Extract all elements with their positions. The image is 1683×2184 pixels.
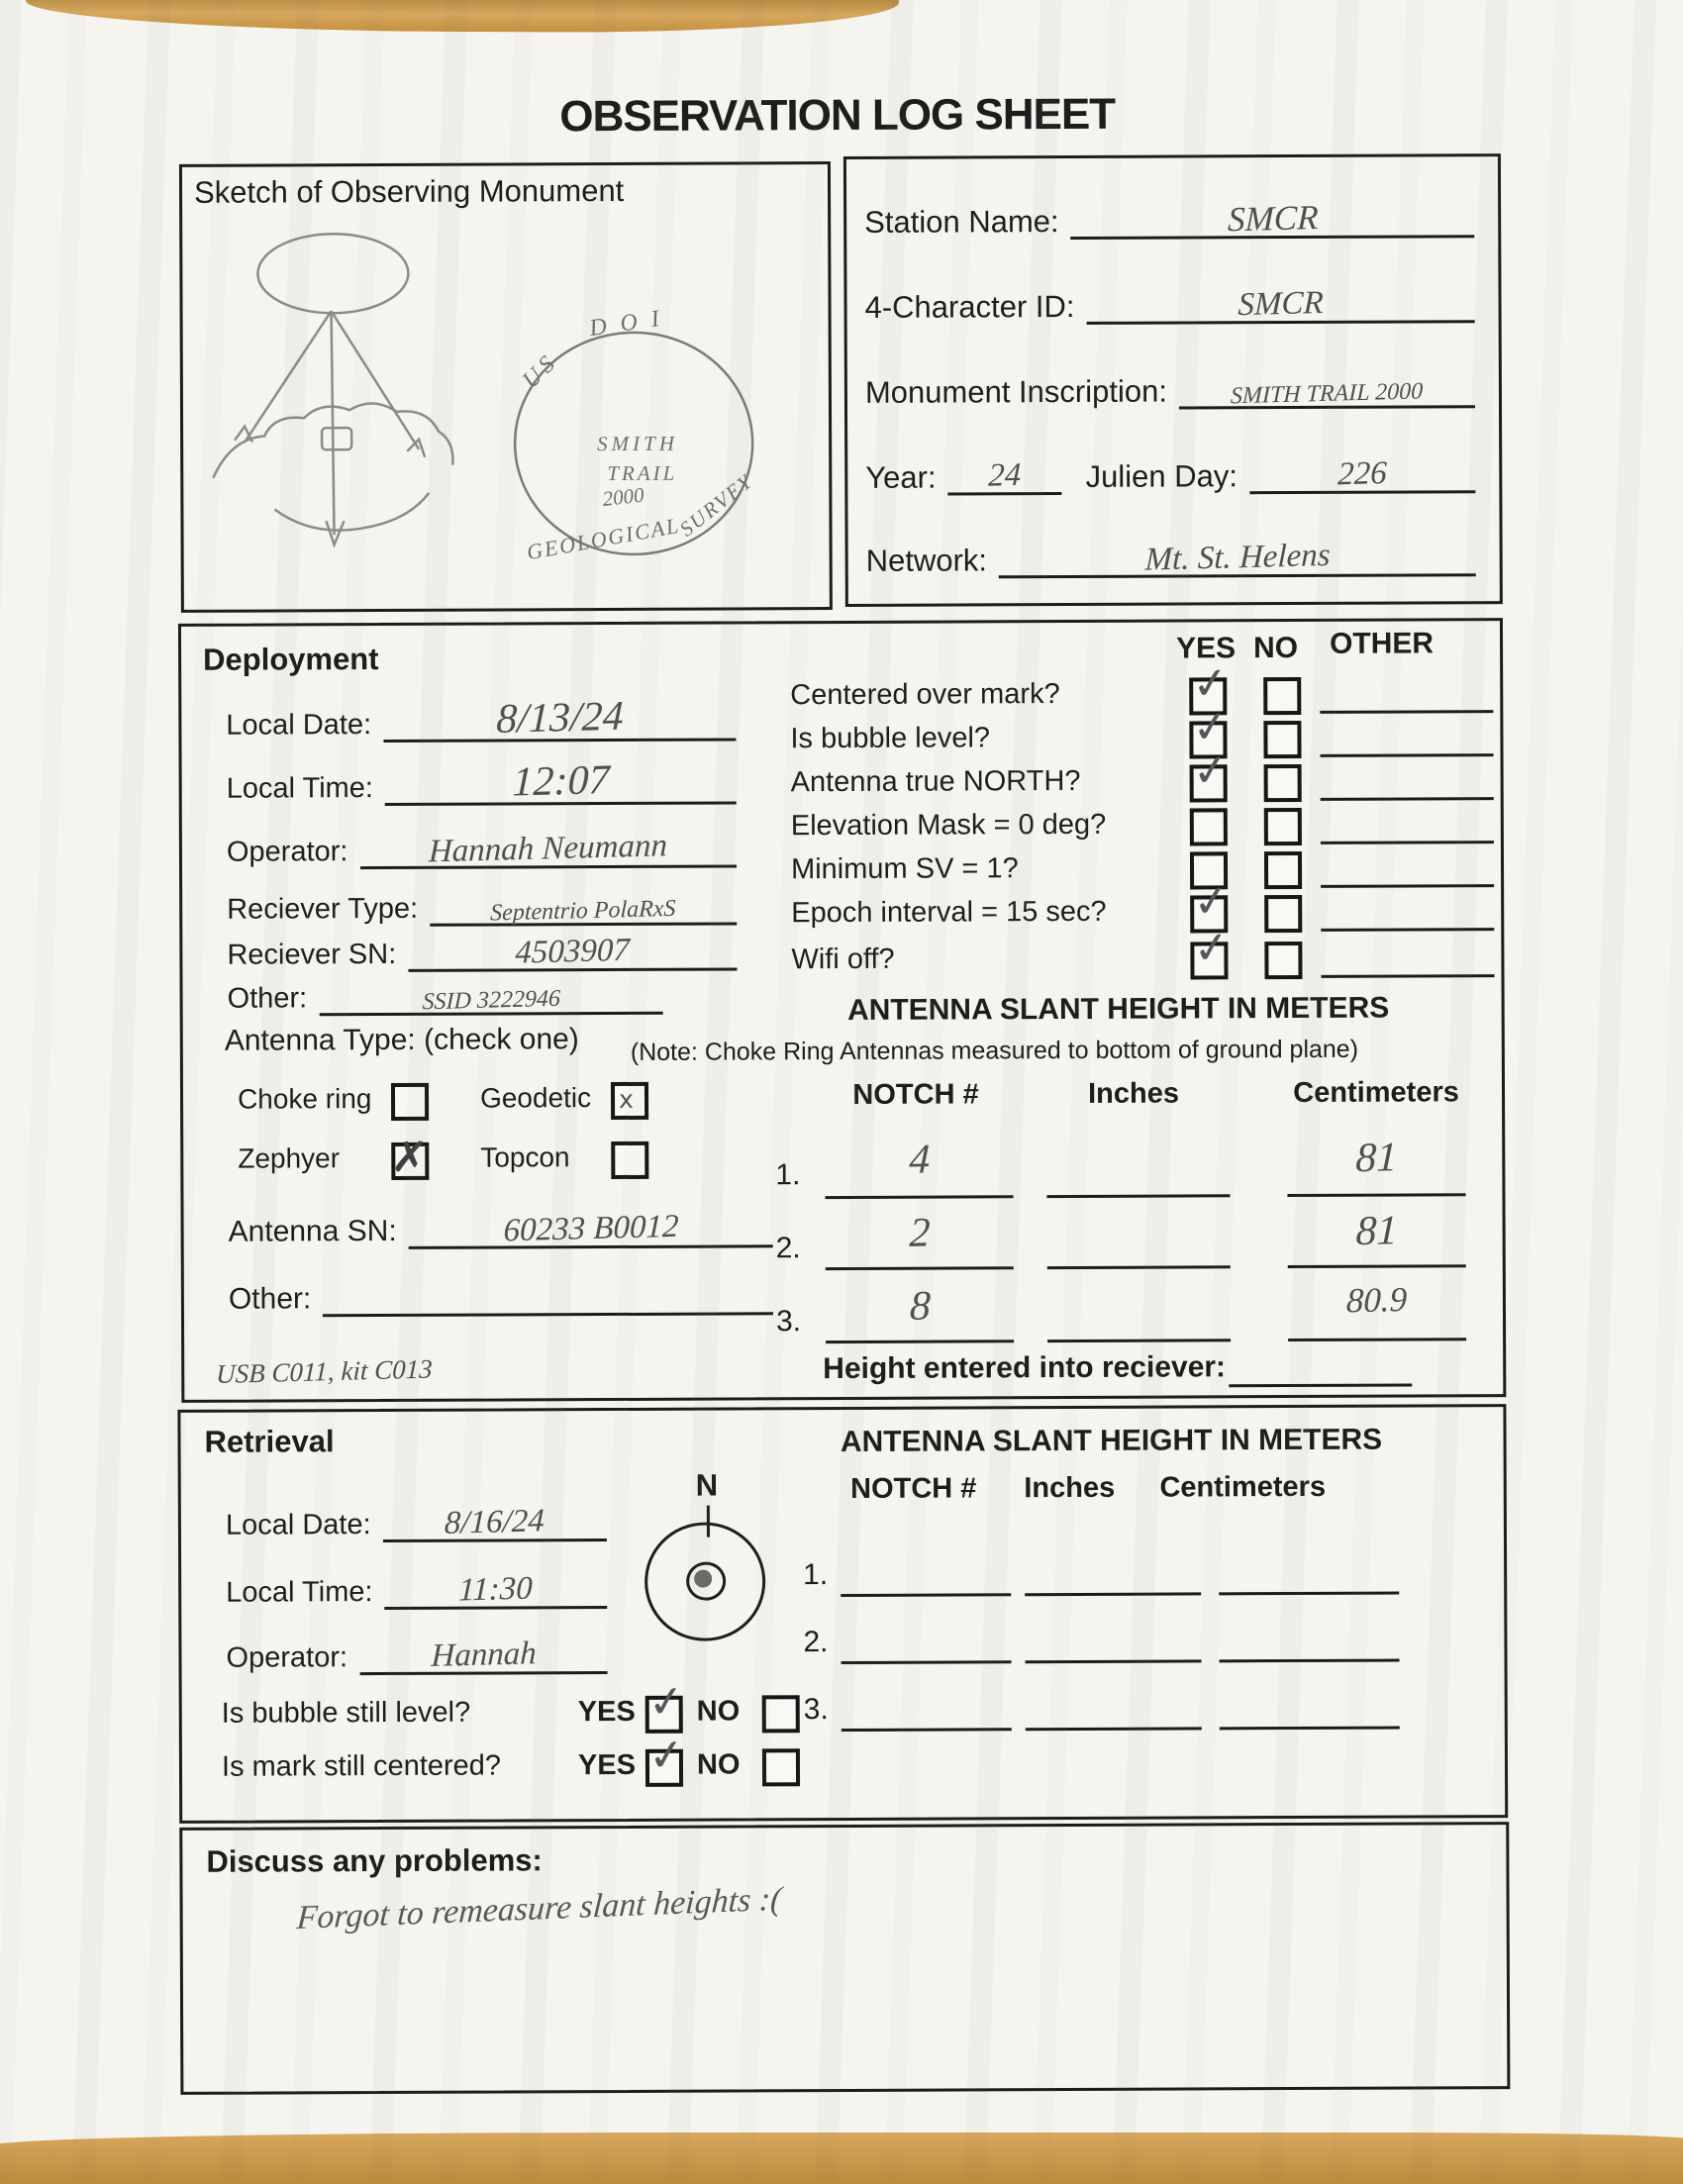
q-north-yes-checkbox: [1189, 744, 1233, 802]
topcon-checkbox: [611, 1142, 648, 1179]
retr-mark-question-row: [182, 1728, 836, 1793]
retr-mark-label: Is mark still centered?: [221, 1749, 502, 1783]
retr-local-time-line: [384, 1570, 607, 1610]
deploy-row3-num: 3.: [775, 1305, 802, 1339]
q-epoch-other-line: [1321, 928, 1494, 932]
deploy-row1-notch-value: 4: [908, 1137, 931, 1183]
retr-local-date-value: 8/16/24: [444, 1503, 545, 1541]
q-elevation-label: Elevation Mask = 0 deg?: [790, 808, 1107, 843]
retr-col-inches: Inches: [1024, 1471, 1116, 1505]
deploy-other-value: SSID 3222946: [421, 985, 560, 1016]
network-value: Mt. St. Helens: [1143, 537, 1331, 578]
deploy-row2-notch-value: 2: [908, 1210, 931, 1256]
zephyer-mark: ✗: [389, 1131, 430, 1185]
q-centered-other-line: [1320, 710, 1493, 714]
geodetic-mark: x: [618, 1084, 634, 1114]
antenna-type-label: Antenna Type: (check one): [224, 1023, 579, 1057]
q-epoch-yes-mark: ✓: [1190, 874, 1233, 930]
q-centered-yes-mark: ✓: [1189, 656, 1232, 712]
q-bubble-other-line: [1321, 753, 1494, 757]
receiver-sn-value: 4503907: [515, 932, 631, 971]
deploy-row2-cm-value: 81: [1355, 1208, 1399, 1255]
q-elevation-no-checkbox: [1264, 808, 1302, 845]
q-wifi-label: Wifi off?: [791, 943, 895, 976]
antenna-sn-line: [409, 1208, 773, 1249]
deploy-col-inches: Inches: [1088, 1077, 1180, 1110]
page-title: OBSERVATION LOG SHEET: [559, 89, 1116, 142]
disk-text-doi: DOI: [587, 304, 675, 343]
retr-row2-num: 2.: [803, 1626, 829, 1659]
retr-bubble-yes-mark: ✓: [644, 1674, 688, 1730]
deploy-operator-label: Operator:: [226, 836, 348, 868]
station-name-value: SMCR: [1227, 197, 1319, 240]
char-id-label: 4-Character ID:: [864, 288, 1075, 325]
retrieval-title: Retrieval: [204, 1424, 335, 1459]
question-row-north: [182, 744, 1501, 813]
retr-bubble-no-checkbox: [762, 1695, 800, 1733]
year-julien-row: [865, 436, 1475, 496]
julien-day-label: Julien Day:: [1085, 458, 1238, 494]
geodetic-label: Geodetic: [479, 1082, 592, 1114]
antenna-option-row-1: [183, 1081, 876, 1124]
retr-operator-value: Hannah: [430, 1636, 537, 1674]
disk-text-survey: SURVEY: [674, 468, 758, 542]
retr-operator-row: [226, 1625, 607, 1676]
retr-col-cm: Centimeters: [1159, 1470, 1327, 1504]
deploy-other-label: Other:: [227, 982, 308, 1015]
q-elevation-other-line: [1321, 841, 1494, 844]
year-label: Year:: [865, 459, 937, 495]
q-epoch-no-checkbox: [1264, 895, 1302, 933]
antenna-option-row-2: [183, 1131, 876, 1185]
q-minsv-label: Minimum SV = 1?: [790, 852, 1019, 886]
deploy-row1-cm-value: 81: [1354, 1135, 1398, 1182]
retr-local-time-label: Local Time:: [226, 1576, 373, 1609]
antenna-sn-row: [228, 1200, 772, 1249]
retr-row3-num: 3.: [803, 1693, 829, 1727]
char-id-row: [864, 265, 1474, 326]
julien-day-value: 226: [1336, 455, 1388, 493]
retr-operator-line: [359, 1638, 608, 1675]
retr-bubble-label: Is bubble still level?: [221, 1696, 471, 1730]
retr-row2-notch-line: [841, 1615, 1011, 1664]
question-row-minsv: [182, 850, 1501, 900]
deploy-local-time-value: 12:07: [511, 756, 610, 806]
receiver-sn-label: Reciever SN:: [227, 939, 397, 971]
geodetic-checkbox: [611, 1082, 648, 1120]
deploy-col-notch: NOTCH #: [852, 1078, 979, 1111]
retr-row1-cm-line: [1219, 1546, 1399, 1596]
disk-text-us: US: [517, 347, 564, 394]
q-bubble-yes-mark: ✓: [1189, 700, 1232, 755]
receiver-type-value: Septentrio PolaRxS: [490, 895, 677, 927]
retr-row2-inches-line: [1025, 1614, 1201, 1663]
receiver-type-label: Reciever Type:: [227, 893, 419, 926]
deploy-row1-notch-line: [825, 1136, 1013, 1199]
yes-column-header: YES: [1175, 632, 1237, 665]
q-north-label: Antenna true NORTH?: [790, 764, 1081, 799]
deploy-other2-line: [323, 1296, 773, 1317]
survey-disk-sketch: [515, 304, 758, 565]
deploy-row3-notch-value: 8: [908, 1283, 932, 1330]
q-centered-no-checkbox: [1263, 677, 1301, 715]
julien-day-line: [1249, 457, 1476, 494]
retr-local-date-label: Local Date:: [225, 1509, 371, 1541]
deploy-col-cm: Centimeters: [1293, 1076, 1459, 1110]
zephyer-label: Zephyer: [238, 1142, 341, 1174]
other-column-header: OTHER: [1329, 627, 1435, 660]
zephyer-checkbox: [389, 1131, 430, 1185]
deploy-local-date-label: Local Date:: [226, 709, 372, 742]
disk-text-trail: TRAIL: [607, 460, 678, 486]
retr-row1-inches-line: [1025, 1546, 1201, 1596]
retr-mark-yes-label: YES: [577, 1748, 637, 1782]
choke-ring-checkbox: [391, 1083, 429, 1121]
monument-sketch: [182, 210, 830, 609]
char-id-value: SMCR: [1237, 284, 1325, 324]
q-minsv-no-checkbox: [1264, 851, 1302, 889]
equipment-note: [215, 1353, 434, 1390]
antenna-sn-value: 60233 B0012: [502, 1208, 679, 1249]
question-row-wifi: [182, 921, 1501, 990]
retr-bubble-yes-checkbox: [644, 1674, 688, 1734]
deploy-other2-label: Other:: [228, 1282, 312, 1316]
q-wifi-yes-mark: ✓: [1190, 921, 1233, 976]
year-value: 24: [988, 456, 1023, 494]
equipment-note-text: USB C011, kit C013: [215, 1353, 434, 1390]
antenna-sn-label: Antenna SN:: [228, 1214, 397, 1248]
network-row: [865, 519, 1475, 579]
topcon-label: Topcon: [480, 1142, 570, 1173]
question-row-elevation: [182, 807, 1501, 856]
retr-mark-yes-mark: ✓: [645, 1728, 688, 1783]
height-entered-label: Height entered into reciever:: [823, 1350, 1227, 1386]
q-minsv-other-line: [1321, 884, 1494, 888]
retr-local-date-row: [226, 1492, 607, 1543]
q-north-yes-mark: ✓: [1189, 744, 1233, 799]
q-north-no-checkbox: [1264, 764, 1302, 802]
q-wifi-yes-checkbox: [1190, 921, 1233, 979]
retr-bubble-question-row: [182, 1674, 836, 1739]
deployment-box: [178, 618, 1506, 1403]
retr-bubble-yes-label: YES: [577, 1695, 636, 1729]
retr-bubble-no-label: NO: [696, 1695, 741, 1728]
retr-row3-cm-line: [1220, 1681, 1400, 1731]
deploy-row2-inches-line: [1047, 1208, 1231, 1269]
deploy-row1-cm-line: [1287, 1134, 1465, 1197]
problems-box: [179, 1822, 1510, 2095]
monument-value: SMITH TRAIL 2000: [1230, 378, 1424, 410]
retrieval-box: [177, 1404, 1508, 1824]
deployment-title: Deployment: [203, 642, 379, 677]
tripod-sketch: [212, 234, 453, 546]
retr-local-time-value: 11:30: [458, 1570, 534, 1609]
sketch-box-title: Sketch of Observing Monument: [193, 172, 625, 210]
problems-title: Discuss any problems:: [206, 1842, 543, 1879]
compass-north-label: N: [695, 1467, 719, 1503]
q-elevation-yes-checkbox: [1190, 808, 1228, 845]
deploy-local-date-value: 8/13/24: [495, 693, 624, 743]
problems-note-text: Forgot to remeasure slant heights :(: [295, 1880, 783, 1937]
retr-mark-no-label: NO: [696, 1748, 741, 1781]
q-centered-label: Centered over mark?: [790, 678, 1060, 712]
station-name-line: [1071, 197, 1475, 240]
deploy-local-time-label: Local Time:: [226, 772, 374, 805]
deploy-row3-inches-line: [1047, 1281, 1231, 1342]
station-info-box: [843, 153, 1503, 607]
choke-ring-label: Choke ring: [237, 1083, 372, 1115]
retr-row1-notch-line: [841, 1547, 1011, 1597]
disk-text-2000: 2000: [601, 482, 645, 512]
q-wifi-other-line: [1322, 974, 1495, 978]
deploy-row1-num: 1.: [775, 1158, 801, 1192]
monument-row: [865, 350, 1475, 411]
retr-local-time-row: [226, 1559, 607, 1611]
char-id-line: [1086, 284, 1474, 325]
deploy-row1-inches-line: [1046, 1135, 1230, 1198]
deploy-slant-title: ANTENNA SLANT HEIGHT IN METERS: [846, 991, 1390, 1027]
q-north-other-line: [1321, 797, 1494, 801]
compass-center-dot: [694, 1570, 712, 1588]
deploy-row3-cm-value: 80.9: [1345, 1279, 1409, 1321]
q-epoch-label: Epoch interval = 15 sec?: [791, 895, 1107, 930]
height-entered-line: [1229, 1340, 1412, 1387]
station-name-row: [864, 180, 1474, 241]
deploy-row3-notch-line: [826, 1282, 1014, 1343]
retr-row3-notch-line: [842, 1682, 1012, 1732]
deploy-row2-notch-line: [826, 1209, 1014, 1270]
network-label: Network:: [865, 543, 988, 578]
retr-operator-label: Operator:: [226, 1641, 348, 1674]
network-line: [999, 537, 1476, 578]
deploy-other2-row: [229, 1269, 773, 1317]
year-line: [947, 456, 1061, 496]
retr-mark-no-checkbox: [762, 1748, 800, 1786]
monument-label: Monument Inscription:: [864, 373, 1167, 410]
disk-text-smith: SMITH: [597, 431, 679, 456]
monument-line: [1179, 378, 1475, 410]
deploy-other-line: [319, 985, 663, 1017]
retr-row2-cm-line: [1219, 1614, 1399, 1663]
q-wifi-no-checkbox: [1264, 942, 1302, 979]
retr-col-notch: NOTCH #: [850, 1472, 977, 1505]
retr-mark-yes-checkbox: [645, 1728, 688, 1787]
retr-slant-title: ANTENNA SLANT HEIGHT IN METERS: [840, 1423, 1383, 1459]
deploy-row2-cm-line: [1288, 1207, 1466, 1268]
deploy-operator-value: Hannah Neumann: [428, 828, 668, 870]
problems-note: [295, 1880, 783, 1937]
retr-row3-inches-line: [1026, 1681, 1202, 1731]
retr-row1-num: 1.: [803, 1558, 829, 1592]
question-row-epoch: [182, 874, 1501, 943]
station-name-label: Station Name:: [864, 203, 1059, 240]
q-bubble-label: Is bubble level?: [790, 722, 991, 755]
q-bubble-no-checkbox: [1263, 721, 1301, 758]
retr-local-date-line: [383, 1503, 607, 1542]
deploy-row3-cm-line: [1288, 1280, 1466, 1341]
deploy-slant-note: (Note: Choke Ring Antennas measured to bottom of ground plane): [630, 1035, 1359, 1066]
deploy-row2-num: 2.: [775, 1232, 801, 1265]
no-column-header: NO: [1252, 631, 1299, 665]
sketch-box: [179, 161, 833, 613]
disk-text-geological: GEOLOGICAL: [525, 512, 682, 565]
